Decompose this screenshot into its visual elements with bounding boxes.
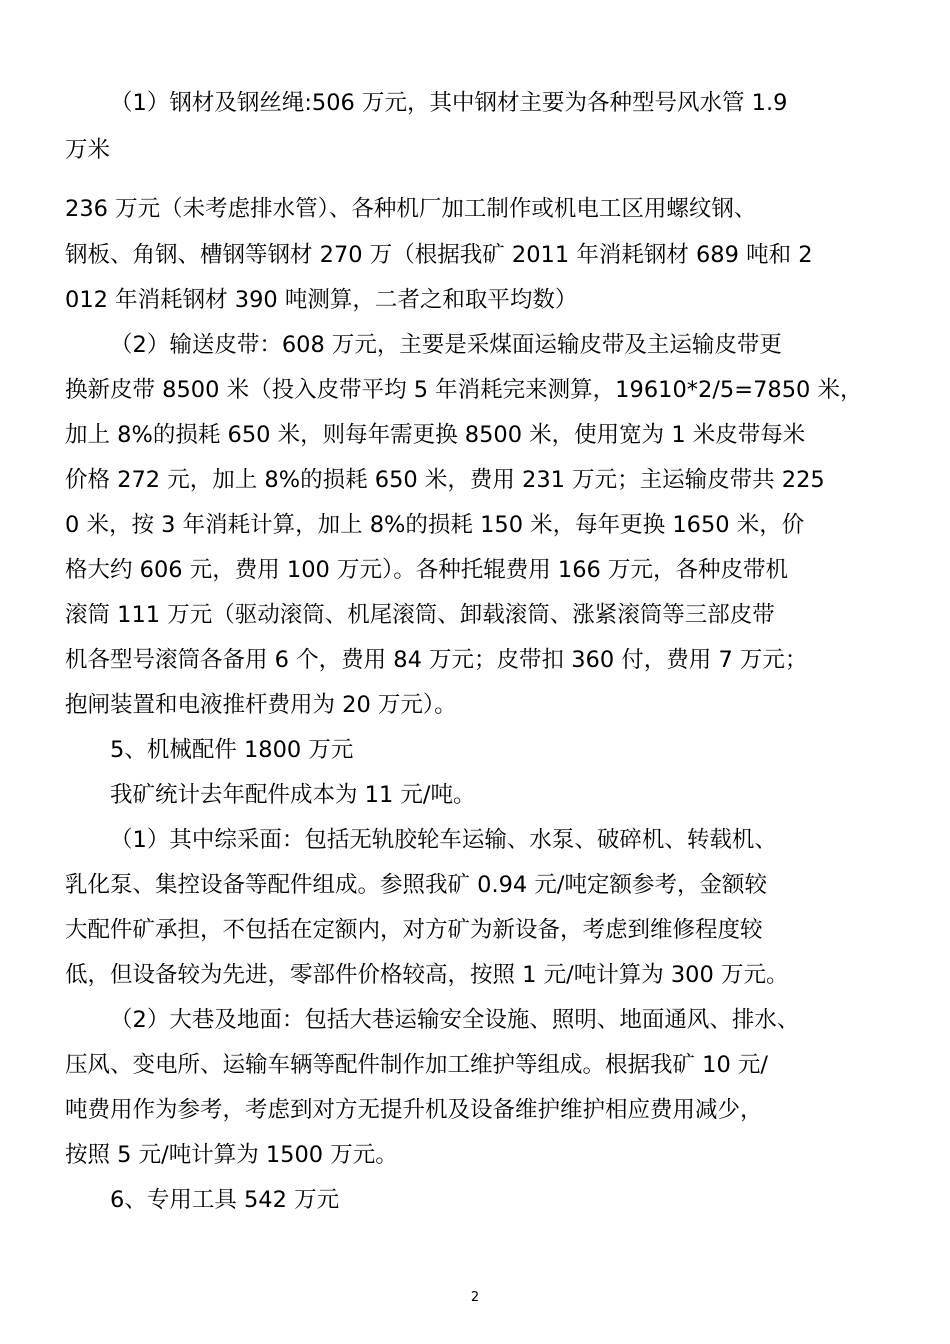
section-heading: 5、机械配件 1800 万元: [110, 737, 354, 763]
text-line: 乳化泵、集控设备等配件组成。参照我矿 0.94 元/吨定额参考，金额较: [65, 872, 767, 898]
text-line: 加上 8%的损耗 650 米，则每年需更换 8500 米，使用宽为 1 米皮带每米: [65, 422, 806, 448]
text-line: （1）钢材及钢丝绳:506 万元，其中钢材主要为各种型号风水管 1.9: [110, 90, 788, 116]
text-line: 吨费用作为参考，考虑到对方无提升机及设备维护维护相应费用减少，: [65, 1097, 763, 1123]
text-line: 我矿统计去年配件成本为 11 元/吨。: [110, 782, 476, 808]
text-line: 压风、变电所、运输车辆等配件制作加工维护等组成。根据我矿 10 元/: [65, 1052, 769, 1078]
text-line: 低，但设备较为先进，零部件价格较高，按照 1 元/吨计算为 300 万元。: [65, 962, 789, 988]
section-heading: 6、专用工具 542 万元: [110, 1187, 340, 1213]
text-line: 万米: [65, 137, 111, 163]
text-line: （2）大巷及地面：包括大巷运输安全设施、照明、地面通风、排水、: [110, 1007, 800, 1033]
text-line: 格大约 606 元，费用 100 万元）。各种托辊费用 166 万元，各种皮带机: [65, 557, 789, 583]
text-line: 大配件矿承担，不包括在定额内，对方矿为新设备，考虑到维修程度较: [65, 917, 763, 943]
text-line: 滚筒 111 万元（驱动滚筒、机尾滚筒、卸载滚筒、涨紧滚筒等三部皮带: [65, 602, 775, 628]
text-line: 0 米，按 3 年消耗计算，加上 8%的损耗 150 米，每年更换 1650 米，价: [65, 512, 805, 538]
text-line: 机各型号滚筒各备用 6 个，费用 84 万元；皮带扣 360 付，费用 7 万元；: [65, 647, 808, 673]
text-line: （1）其中综采面：包括无轨胶轮车运输、水泵、破碎机、转载机、: [110, 827, 777, 853]
text-line: 012 年消耗钢材 390 吨测算，二者之和取平均数）: [65, 287, 578, 313]
text-line: 价格 272 元，加上 8%的损耗 650 米，费用 231 万元；主运输皮带共 225: [65, 467, 825, 493]
text-line: 抱闸装置和电液推杆费用为 20 万元）。: [65, 692, 457, 718]
text-line: 钢板、角钢、槽钢等钢材 270 万（根据我矿 2011 年消耗钢材 689 吨和 2: [65, 242, 813, 268]
page-number: 2: [470, 1290, 480, 1305]
text-line: 236 万元（未考虑排水管）、各种机厂加工制作或机电工区用螺纹钢、: [65, 196, 757, 222]
text-line: 按照 5 元/吨计算为 1500 万元。: [65, 1142, 398, 1168]
text-line: 换新皮带 8500 米（投入皮带平均 5 年消耗完来测算，19610*2/5=7850 米，: [65, 377, 863, 403]
text-line: （2）输送皮带：608 万元，主要是采煤面运输皮带及主运输皮带更: [110, 332, 782, 358]
